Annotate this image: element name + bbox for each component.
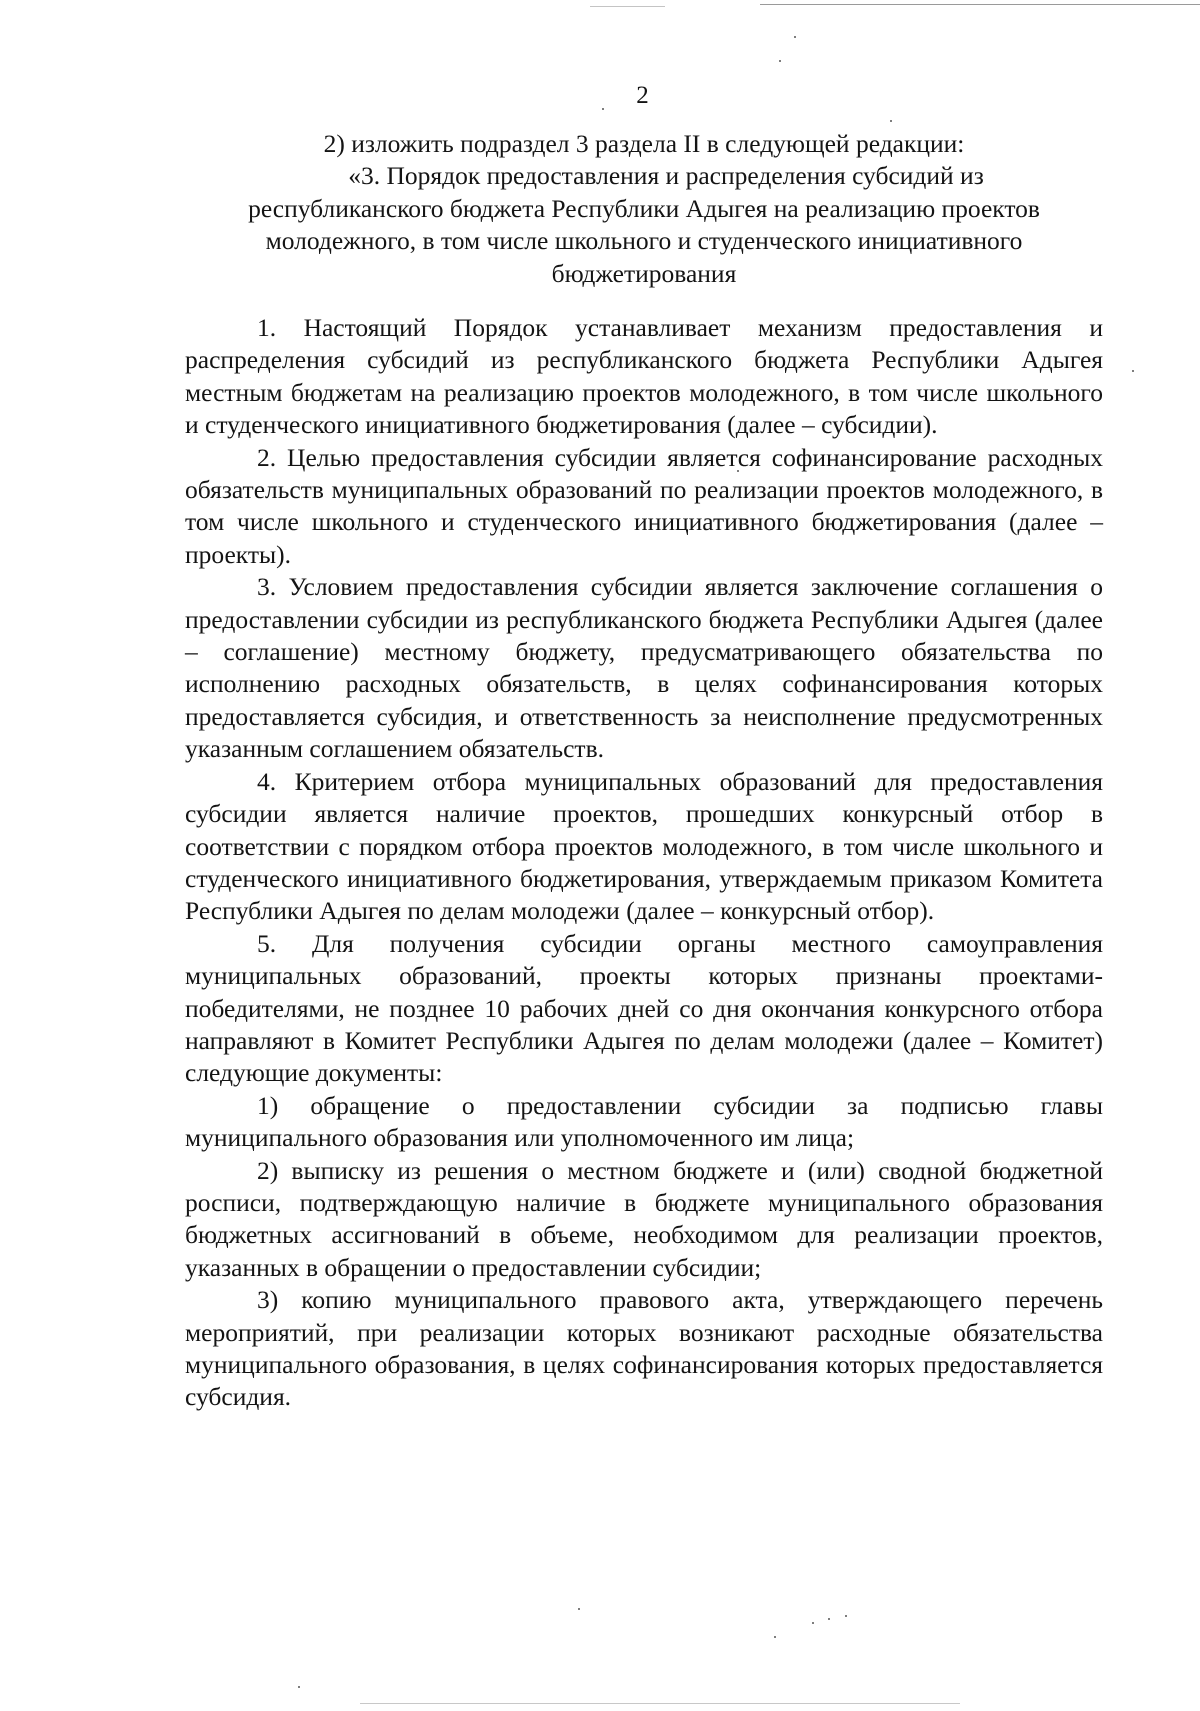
section-title-line: «3. Порядок предоставления и распределения субсидий из [348, 161, 984, 191]
scan-speck [828, 1618, 830, 1620]
scan-speck [298, 1686, 300, 1688]
section-title-line: республиканского бюджета Республики Адыгея на реализацию проектов [248, 193, 1040, 223]
paragraph-clause-4: 4. Критерием отбора муниципальных образований для предоставления субсидии является наличие проектов, прошедших конкурсный отбор в соответствии с порядком отбора проектов молодежного, в том числе школьного и студенческого инициативного бюджетирования, утверждаемым приказом Комитета Республики Адыгея по делам молодежи (далее – конкурсный отбор). [185, 766, 1103, 926]
heading-block [185, 128, 1103, 290]
scan-artifact-top-dash [590, 6, 665, 7]
scan-speck [1132, 370, 1134, 372]
scan-speck [890, 120, 892, 122]
paragraph-subitem-1: 1) обращение о предоставлении субсидии за подписью главы муниципального образования или уполномоченного им лица; [185, 1090, 1103, 1153]
paragraph-clause-1: 1. Настоящий Порядок устанавливает механизм предоставления и распределения субсидий из республиканского бюджета Республики Адыгея местным бюджетам на реализацию проектов молодежного, в том числе школьного и студенческого инициативного бюджетирования (далее – субсидии). [185, 313, 1103, 440]
section-title-line: бюджетирования [551, 258, 737, 288]
paragraph-subitem-3: 3) копию муниципального правового акта, утверждающего перечень мероприятий, при реализации которых возникают расходные обязательства муниципального образования, в целях софинансирования которых предоставляется субсидия. [185, 1285, 1103, 1412]
paragraph-clause-2: 2. Целью предоставления субсидии является софинансирование расходных обязательств муниципальных образований по реализации проектов молодежного, в том числе школьного и студенческого инициативного бюджетирования (далее – проекты). [185, 442, 1103, 569]
paragraph-clause-5: 5. Для получения субсидии органы местного самоуправления муниципальных образований, проекты которых признаны проектами-победителями, не позднее 10 рабочих дней со дня окончания конкурсного отбора направляют в Комитет Республики Адыгея по делам молодежи (далее – Комитет) следующие документы: [185, 928, 1103, 1088]
scan-speck [794, 36, 796, 38]
scan-speck [812, 1622, 814, 1624]
scan-artifact-bottom-line [360, 1703, 960, 1704]
scan-speck [578, 1608, 580, 1610]
paragraph-clause-3: 3. Условием предоставления субсидии является заключение соглашения о предоставлении субсидии из республиканского бюджета Республики Адыгея (далее – соглашение) местному бюджету, предусматривающего обязательства по исполнению расходных обязательств, в целях софинансирования которых предоставляется субсидия, и ответственность за неисполнение предусмотренных указанным соглашением обязательств. [185, 572, 1103, 764]
scan-speck [774, 1636, 776, 1638]
page-number: 2 [636, 82, 649, 109]
paragraph-subitem-2: 2) выписку из решения о местном бюджете и (или) сводной бюджетной росписи, подтверждающую наличие в бюджете муниципального образования бюджетных ассигнований в объеме, необходимом для реализации проектов, указанных в обращении о предоставлении субсидии; [185, 1155, 1103, 1282]
scan-speck [845, 1615, 847, 1617]
scan-speck [779, 60, 781, 62]
amendment-instruction: 2) изложить подраздел 3 раздела II в следующей редакции: [323, 129, 965, 158]
scan-artifact-top-line [760, 4, 1200, 5]
section-title-line: молодежного, в том числе школьного и студенческого инициативного [265, 226, 1023, 256]
document-body [185, 312, 1103, 1414]
